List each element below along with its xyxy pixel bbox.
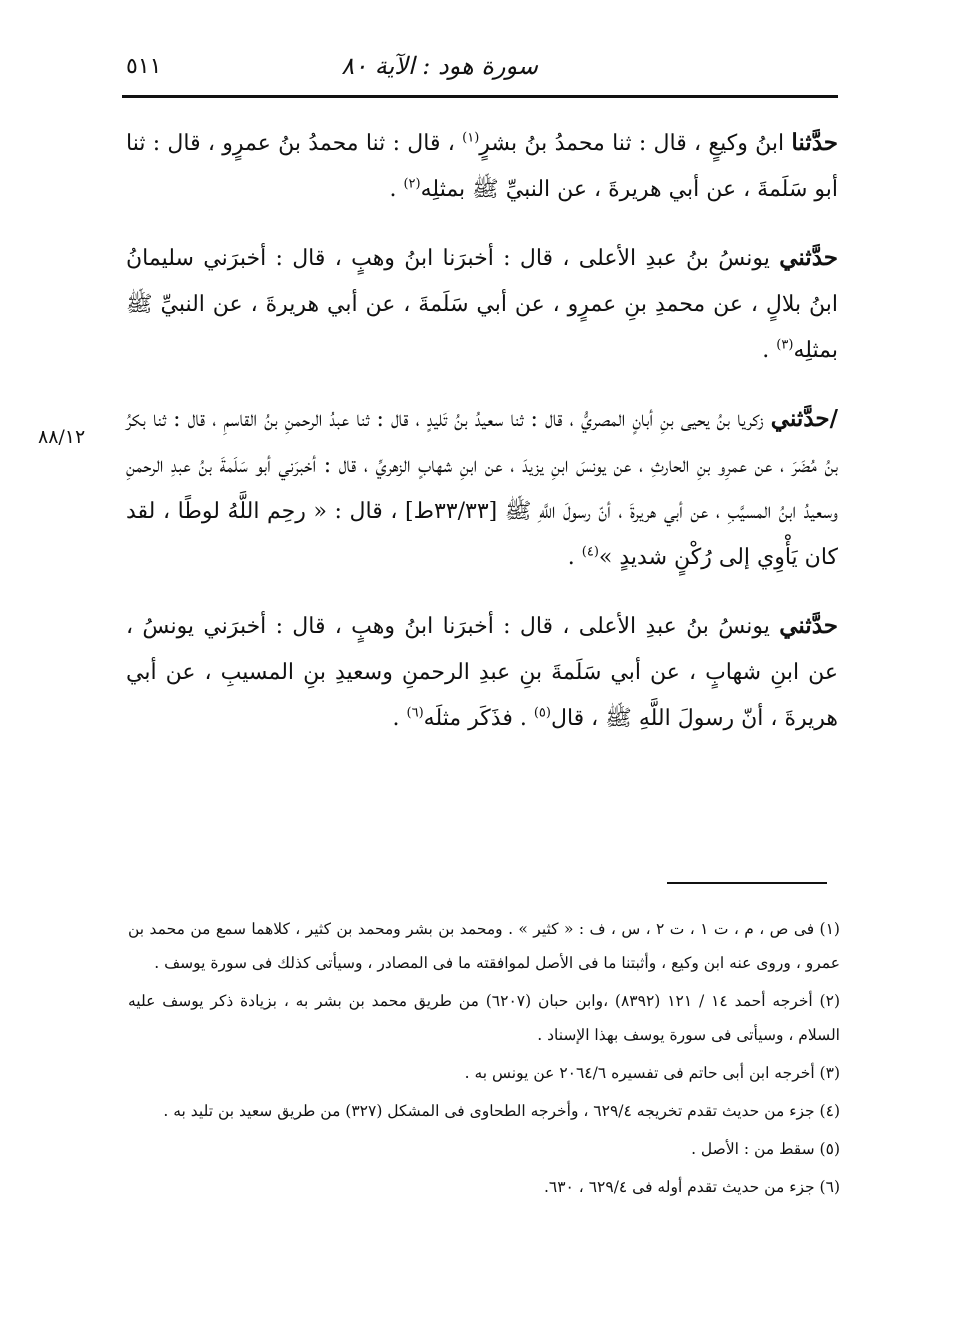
footnote: (٤) جزء من حديث تقدم تخريجه ٦٢٩/٤ ، وأخرجه الطحاوى فى المشكل (٣٢٧) من طريق سعيد بن تليد به .: [163, 1102, 840, 1120]
footnote: (٣) أخرجه ابن أبى حاتم فى تفسيره ٢٠٦٤/٦ عن يونس به .: [464, 1064, 840, 1082]
paragraph-text: ، قال : ثنا محمدُ بنُ عمرٍو ، قال : ثنا أبو سَلَمةَ ، عن أبي هريرةَ ، عن النبيِّ ﷺ بمثلِه: [126, 131, 838, 202]
footnote: (٢) أخرجه أحمد ١٤ / ١٢١ (٨٣٩٢) ،وابن حبان (٦٢٠٧) من طريق محمد بن بشر به ، بزيادة ذكر يوسف عليه السلام ، وسيأتى فى سورة يوسف بهذا الإسناد .: [128, 992, 840, 1044]
paragraph-lead: حدَّثني: [779, 244, 838, 271]
paragraph-lead: /حدَّثني: [770, 405, 838, 432]
footnote-rule: [667, 882, 827, 884]
paragraph-text: .: [762, 338, 777, 363]
margin-reference: ٨٨/١٢: [38, 426, 86, 448]
hadith-paragraph: [126, 603, 838, 742]
paragraph-text: يونسُ بنُ عبدِ الأعلى ، قال : أخبرَنا ابنُ وهبٍ ، قال : أخبرَني يونسُ ، عن ابنِ شهابٍ ، عن أبي سَلَمةَ بنِ عبدِ الرحمنِ وسعيدِ بنِ المسيبِ ، عن أبي هريرةَ ، أنّ رسولَ اللَّهِ ﷺ ، قال: [126, 614, 838, 731]
main-text: [126, 120, 838, 764]
paragraph-text: .: [392, 706, 407, 731]
hadith-paragraph: [126, 235, 838, 374]
paragraph-lead: حدَّثني: [779, 612, 838, 639]
paragraph-text: ابنُ وكيعٍ ، قال : ثنا محمدُ بنُ بشرٍ: [479, 131, 792, 156]
hadith-paragraph: [126, 396, 838, 581]
header-rule: [122, 95, 838, 98]
footnote: (٥) سقط من : الأصل .: [691, 1140, 840, 1158]
footnote-marker: (٣): [776, 337, 794, 353]
paragraph-lead: حدَّثنا: [791, 129, 838, 156]
paragraph-text: .: [389, 177, 404, 202]
footnote: (٦) جزء من حديث تقدم أوله فى ٦٢٩/٤ ، ٦٣٠.: [543, 1178, 840, 1196]
footnote-marker: (٥): [533, 705, 551, 721]
footnote-marker: (٤): [581, 544, 599, 560]
surah-title: سورة هود : الآية ٨٠: [341, 52, 538, 80]
footnote-marker: (٦): [406, 705, 424, 721]
footnote: (١) فى ص ، م ، ت ١ ، ت ٢ ، س ، ف : « كثير » . ومحمد بن بشر ومحمد بن كثير ، كلاهما سمع من محمد بن عمرو ، وروى عنه ابن وكيع ، وأثبتنا ما فى الأصل لموافقته ما فى المصادر ، وسيأتى كذلك فى سورة يوسف .: [128, 920, 840, 972]
hadith-paragraph: [126, 120, 838, 213]
paragraph-text: .: [567, 545, 582, 570]
page-header: [122, 50, 838, 90]
page-number: ٥١١: [126, 54, 162, 79]
paragraph-text: يونسُ بنُ عبدِ الأعلى ، قال : أخبرَنا ابنُ وهبٍ ، قال : أخبرَني سليمانُ ابنُ بلالٍ ، عن محمدِ بنِ عمرٍو ، عن أبي سَلَمةَ ، عن أبي هريرةَ ، عن النبيِّ ﷺ بمثلِه: [126, 246, 838, 363]
footnote-marker: (٢): [403, 176, 421, 192]
footnotes: [128, 912, 840, 1208]
paragraph-text: زكريا بنُ يحيى بنِ أبانٍ المصريُّ ، قال : ثنا سعيدُ بنُ تَليدٍ ، قال : ثنا عبدُ الرحمنِ بنُ القاسمِ ، قال : ثنا بكرُ بنُ مُضَرَ ، عن عمرِو بنِ الحارثِ ، عن يونسَ ابنِ يزيدَ ، عن ابنِ شهابٍ الزهريِّ ، قال : أخبرَني أبو سَلَمةَ بنُ عبدِ الرحمنِ وسعيدُ ابنُ المسيَّبِ ، عن أبي هريرةَ ، أنّ رسولَ اللَّهِ ﷺ [٣٣/٣٣ط] ، قال : « رحِم اللَّهُ لوطًا ، لقد كان يَأْوِي إلى رُكْنٍ شديدٍ »: [126, 407, 838, 570]
footnote-marker: (١): [462, 130, 480, 146]
paragraph-text: . فذَكَر مثلَه: [423, 706, 534, 731]
